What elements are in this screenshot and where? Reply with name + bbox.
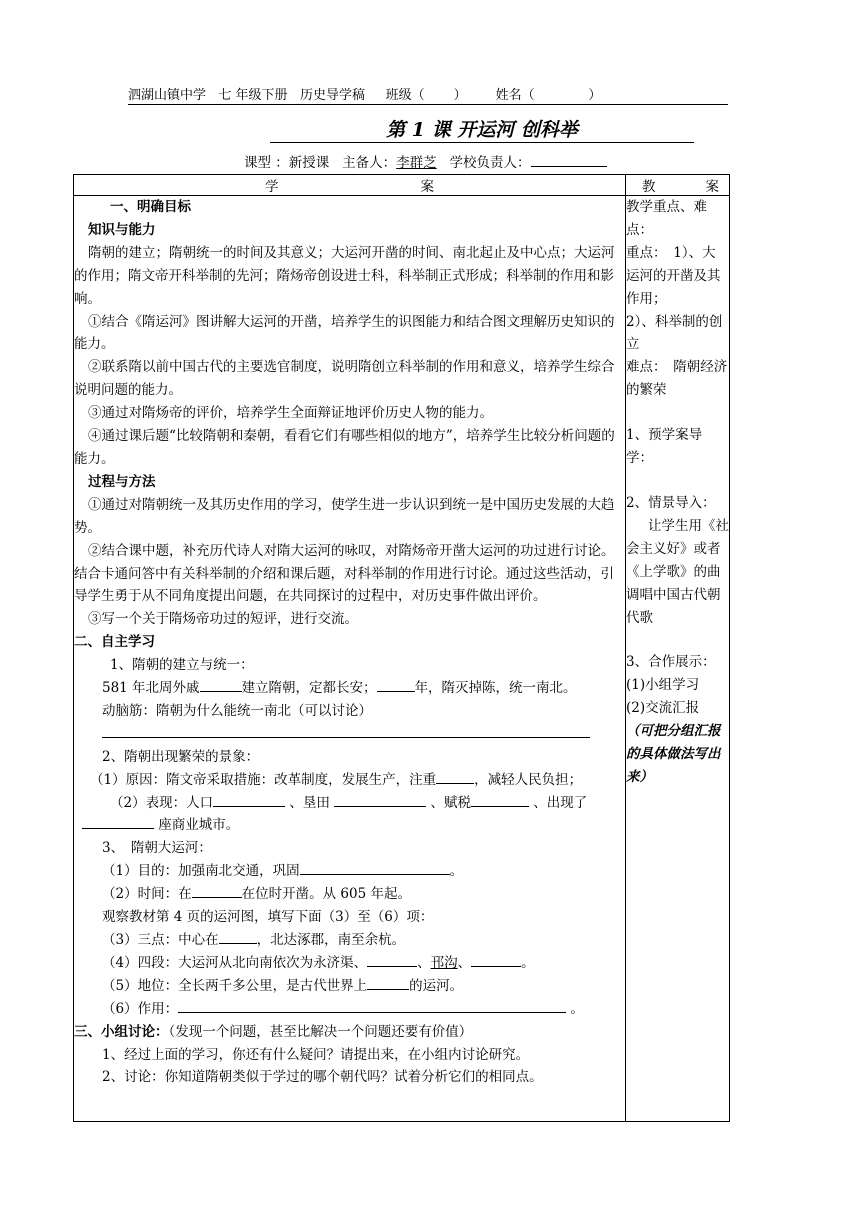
fill-line (74, 929, 625, 952)
paragraph: ①通过对隋朝统一及其历史作用的学习，使学生进一步认识到统一是中国历史发展的大趋势。 (74, 496, 615, 536)
lesson-meta (244, 154, 607, 172)
paragraph: ③通过对隋炀帝的评价，培养学生全面辩证地评价历史人物的能力。 (88, 405, 493, 422)
name-label: 姓名（ (495, 88, 535, 103)
blank[interactable] (192, 883, 242, 898)
discussion-item: 2、讨论：你知道隋朝类似于学过的哪个朝代吗？试着分析它们的相同点。 (102, 1069, 543, 1086)
text: 建立隋朝，定都长安； (241, 680, 377, 697)
question: 2、隋朝出现繁荣的景象： (102, 748, 260, 765)
section-heading (74, 1021, 625, 1044)
note: 2、情景导入： (626, 494, 716, 511)
blank[interactable] (436, 769, 474, 784)
note: 难点： 隋朝经济的繁荣 (626, 359, 728, 399)
blank[interactable] (377, 677, 415, 692)
note: （可把分组汇报的具体做法写出来） (626, 723, 721, 785)
fill-line (74, 677, 625, 700)
fill-line (74, 860, 625, 883)
section-heading: 二、自主学习 (74, 634, 155, 651)
paragraph: ②结合课中题，补充历代诗人对隋大运河的咏叹，对隋炀帝开凿大运河的功过进行讨论。结合卡通问答中有关科举制的介绍和课后题，对科举制的作用进行讨论。通过这些活动，引导学生勇于从不同角度提出问题，在共同探讨的过程中，对历史事件做出评价。 (74, 542, 615, 605)
text: （1）原因：隋文帝采取措施：改革制度，发展生产，注重 (90, 771, 437, 788)
text: 在位时开凿。从 605 年起。 (241, 886, 411, 903)
instruction: 观察教材第 4 页的运河图，填写下面（3）至（6）项： (102, 909, 434, 926)
text: 。 (449, 863, 464, 880)
note: (2)交流汇报 (626, 700, 700, 717)
blank[interactable] (219, 929, 257, 944)
text: 、赋税 (430, 794, 471, 811)
question: 1、隋朝的建立与统一： (110, 657, 254, 674)
fill-line (74, 883, 625, 906)
blank[interactable] (178, 998, 566, 1013)
text: 年，隋灭掉陈，统一南北。 (414, 680, 577, 697)
fill-line (54, 769, 625, 792)
text: （发现一个问题，甚至比解决一个问题还要有价值） (168, 1023, 473, 1040)
section-heading: 一、明确目标 (110, 199, 191, 215)
blank[interactable] (334, 792, 426, 807)
col-left-b: 案 (420, 179, 434, 195)
blank[interactable] (213, 792, 285, 807)
text: 。 (570, 1000, 584, 1017)
text: （6）作用： (102, 1000, 179, 1017)
note: 教学重点、难点： (626, 199, 707, 238)
school-lead-label: 学校负责人： (449, 155, 531, 171)
text: （2）表现：人口 (110, 794, 214, 811)
blank[interactable] (367, 975, 409, 990)
paragraph: ③写一个关于隋炀帝功过的短评，进行交流。 (88, 611, 358, 628)
text: 。 (521, 954, 535, 971)
fill-line (74, 792, 625, 838)
text: 581 年北周外戚 (102, 680, 200, 697)
paragraph: ④通过课后题“比较隋朝和秦朝，看看它们有哪些相似的地方”，培养学生比较分析问题的能力。 (74, 428, 615, 467)
preparer-label: 主备人： (342, 155, 397, 171)
class-label: 班级（ (385, 88, 425, 103)
text: （3）三点：中心在 (102, 932, 219, 948)
text: 三、小组讨论： (74, 1023, 169, 1040)
discussion-item: 1、经过上面的学习，你还有什么疑问？请提出来，在小组内讨论研究。 (102, 1046, 530, 1063)
text: ，减轻人民负担； (474, 771, 583, 788)
col-right-b: 案 (705, 179, 719, 195)
answer-line (74, 723, 625, 746)
note: 3、合作展示： (626, 654, 716, 671)
blank[interactable] (367, 952, 417, 967)
page-title: 第 1 课 开运河 创科举 (270, 118, 694, 143)
note: 让学生用《社会主义好》或者《上学歌》的曲调唱中国古代朝代歌 (626, 517, 729, 626)
text: 座商业城市。 (158, 817, 240, 834)
text: 、出现了 (533, 794, 588, 811)
text: 邗沟 (430, 954, 458, 971)
paragraph: ①结合《隋运河》图讲解大运河的开凿，培养学生的识图能力和结合图文理解历史知识的能力。 (74, 313, 615, 353)
col-header-study (74, 175, 626, 196)
blank[interactable] (102, 723, 590, 738)
question: 动脑筋：隋朝为什么能统一南北（可以讨论） (102, 702, 372, 719)
text: （1）目的：加强南北交通，巩固 (102, 863, 300, 880)
text: （2）时间：在 (102, 886, 192, 903)
blank[interactable] (471, 792, 529, 807)
school-lead-blank (531, 154, 607, 167)
blank[interactable] (82, 814, 154, 829)
grade: 七 年级下册 (218, 88, 288, 103)
col-left-a: 学 (265, 179, 279, 195)
lesson-table (73, 174, 730, 1122)
school-name: 泗湖山镇中学 (128, 88, 207, 103)
fill-line (74, 975, 625, 998)
fill-line (74, 952, 625, 975)
page-header (128, 88, 728, 105)
text: 的运河。 (409, 977, 464, 994)
note: (1)小组学习 (626, 677, 700, 694)
paragraph: ②联系隋以前中国古代的主要选官制度，说明隋创立科举制的作用和意义，培养学生综合说明问题的能力。 (74, 359, 615, 399)
preparer-name: 李群芝 (396, 155, 437, 171)
text: 、 (457, 954, 472, 971)
doc-type: 历史导学稿 (299, 88, 365, 103)
blank[interactable] (200, 677, 242, 692)
blank[interactable] (300, 860, 450, 875)
note: 2）、科举制的创立 (626, 313, 723, 353)
blank[interactable] (471, 952, 521, 967)
subsection-heading: 知识与能力 (88, 221, 156, 238)
text: 、垦田 (289, 794, 330, 811)
study-plan-cell (74, 196, 626, 1122)
note: 1、预学案导学： (626, 427, 703, 467)
text: 、 (417, 954, 431, 971)
text: （5）地位：全长两千多公里，是古代世界上 (102, 977, 368, 994)
text: ，北达涿郡，南至余杭。 (256, 932, 406, 948)
paragraph: 隋朝的建立；隋朝统一的时间及其意义；大运河开凿的时间、南北起止及中心点；大运河的作用；隋文帝开科举制的先河；隋炀帝创设进士科，科举制正式形成；科举制的作用和影响。 (74, 244, 615, 307)
note: 重点： 1）、大运河的开凿及其作用； (626, 244, 721, 307)
col-header-teaching (626, 175, 730, 196)
class-close: ） (453, 88, 467, 103)
text: （4）四段：大运河从北向南依次为永济渠、 (102, 954, 368, 971)
subsection-heading: 过程与方法 (88, 473, 156, 490)
teaching-plan-cell (626, 196, 730, 1122)
question: 3、 隋朝大运河： (102, 840, 212, 857)
col-right-a: 教 (642, 179, 656, 195)
lesson-type: 课型 ：新授课 (244, 155, 330, 171)
fill-line (74, 998, 625, 1021)
name-close: ） (588, 88, 602, 103)
